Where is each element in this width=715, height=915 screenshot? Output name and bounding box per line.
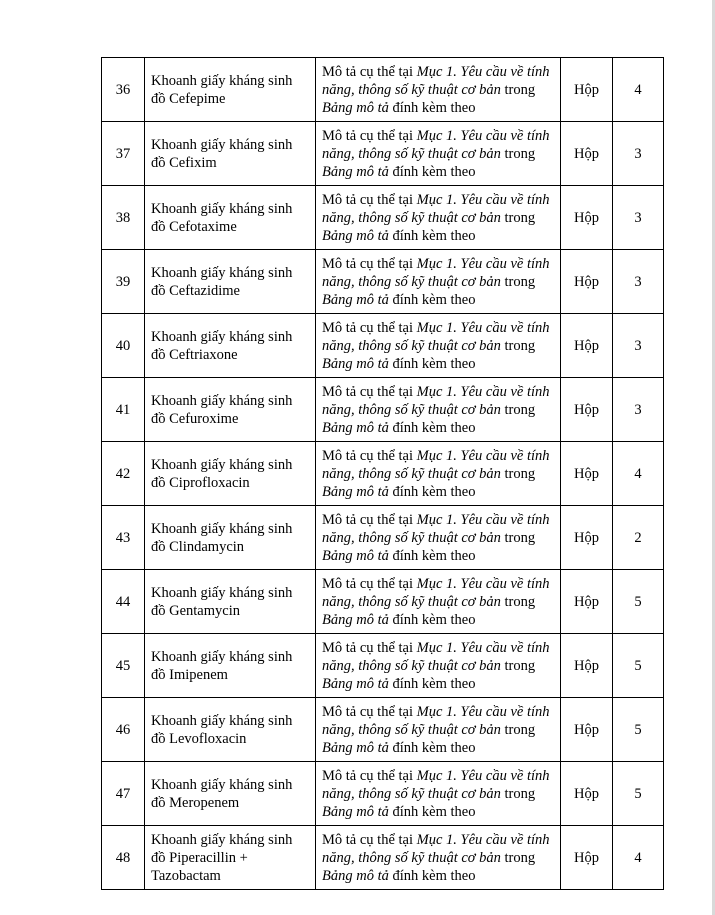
item-name-line: Khoanh giấy kháng sinh (151, 712, 293, 729)
description-prefix: Mô tả cụ thể tại (322, 703, 417, 720)
description-suffix: đính kèm theo (388, 739, 476, 756)
item-description (316, 506, 561, 570)
item-description (316, 570, 561, 634)
item-unit: Hộp (561, 826, 613, 890)
item-description (316, 634, 561, 698)
description-suffix: đính kèm theo (388, 547, 476, 564)
item-quantity: 5 (613, 698, 664, 762)
item-name-line: đồ Imipenem (151, 666, 228, 683)
description-middle: trong (500, 721, 536, 738)
item-quantity: 4 (613, 58, 664, 122)
description-middle: trong (500, 273, 536, 290)
description-suffix: đính kèm theo (388, 675, 476, 692)
description-middle: trong (500, 657, 536, 674)
table-row (102, 186, 664, 250)
item-name-line: đồ Piperacillin + (151, 849, 248, 866)
description-prefix: Mô tả cụ thể tại (322, 767, 417, 784)
table-body (102, 58, 664, 890)
table-row (102, 378, 664, 442)
table-row (102, 570, 664, 634)
item-unit: Hộp (561, 698, 613, 762)
item-description (316, 826, 561, 890)
description-table-ref: Bảng mô tả (322, 227, 389, 244)
item-unit: Hộp (561, 122, 613, 186)
item-name-line: đồ Ceftriaxone (151, 346, 238, 363)
item-name-line: Khoanh giấy kháng sinh (151, 831, 293, 848)
item-name-line: Khoanh giấy kháng sinh (151, 520, 293, 537)
description-middle: trong (500, 145, 536, 162)
item-description (316, 762, 561, 826)
description-section: Mục 1. Yêu cầu về tính năng, thông số kỹ thuật cơ bản (322, 63, 550, 98)
item-quantity: 3 (613, 186, 664, 250)
item-unit: Hộp (561, 58, 613, 122)
item-quantity: 3 (613, 378, 664, 442)
item-name (145, 442, 316, 506)
table-row (102, 634, 664, 698)
row-number: 36 (102, 58, 145, 122)
item-name-line: Khoanh giấy kháng sinh (151, 136, 293, 153)
item-name (145, 122, 316, 186)
description-section: Mục 1. Yêu cầu về tính năng, thông số kỹ thuật cơ bản (322, 319, 550, 354)
item-name (145, 58, 316, 122)
description-middle: trong (500, 785, 536, 802)
item-name (145, 570, 316, 634)
item-quantity: 5 (613, 634, 664, 698)
description-section: Mục 1. Yêu cầu về tính năng, thông số kỹ thuật cơ bản (322, 767, 550, 802)
description-section: Mục 1. Yêu cầu về tính năng, thông số kỹ thuật cơ bản (322, 191, 550, 226)
item-name (145, 250, 316, 314)
description-prefix: Mô tả cụ thể tại (322, 127, 417, 144)
description-middle: trong (500, 593, 536, 610)
item-name-line: Tazobactam (151, 867, 221, 884)
table-row (102, 762, 664, 826)
description-table-ref: Bảng mô tả (322, 483, 389, 500)
description-suffix: đính kèm theo (388, 291, 476, 308)
row-number: 38 (102, 186, 145, 250)
description-prefix: Mô tả cụ thể tại (322, 319, 417, 336)
description-suffix: đính kèm theo (388, 419, 476, 436)
description-middle: trong (500, 209, 536, 226)
description-section: Mục 1. Yêu cầu về tính năng, thông số kỹ thuật cơ bản (322, 255, 550, 290)
row-number: 48 (102, 826, 145, 890)
item-description (316, 58, 561, 122)
description-table-ref: Bảng mô tả (322, 99, 389, 116)
item-quantity: 4 (613, 442, 664, 506)
description-table-ref: Bảng mô tả (322, 291, 389, 308)
item-name (145, 826, 316, 890)
item-name-line: đồ Levofloxacin (151, 730, 247, 747)
description-suffix: đính kèm theo (388, 867, 476, 884)
row-number: 37 (102, 122, 145, 186)
item-name-line: Khoanh giấy kháng sinh (151, 392, 293, 409)
description-prefix: Mô tả cụ thể tại (322, 255, 417, 272)
description-section: Mục 1. Yêu cầu về tính năng, thông số kỹ thuật cơ bản (322, 703, 550, 738)
table-row (102, 698, 664, 762)
description-table-ref: Bảng mô tả (322, 739, 389, 756)
description-suffix: đính kèm theo (388, 355, 476, 372)
item-name-line: đồ Gentamycin (151, 602, 240, 619)
row-number: 39 (102, 250, 145, 314)
item-unit: Hộp (561, 634, 613, 698)
item-unit: Hộp (561, 378, 613, 442)
description-suffix: đính kèm theo (388, 483, 476, 500)
item-quantity: 4 (613, 826, 664, 890)
description-table-ref: Bảng mô tả (322, 355, 389, 372)
description-section: Mục 1. Yêu cầu về tính năng, thông số kỹ thuật cơ bản (322, 511, 550, 546)
description-prefix: Mô tả cụ thể tại (322, 575, 417, 592)
item-description (316, 378, 561, 442)
item-quantity: 3 (613, 122, 664, 186)
item-name-line: đồ Cefepime (151, 90, 226, 107)
description-prefix: Mô tả cụ thể tại (322, 383, 417, 400)
description-middle: trong (500, 401, 536, 418)
description-section: Mục 1. Yêu cầu về tính năng, thông số kỹ thuật cơ bản (322, 127, 550, 162)
item-quantity: 5 (613, 570, 664, 634)
item-description (316, 250, 561, 314)
item-unit: Hộp (561, 186, 613, 250)
item-unit: Hộp (561, 442, 613, 506)
table-row (102, 250, 664, 314)
table-row (102, 506, 664, 570)
description-suffix: đính kèm theo (388, 803, 476, 820)
table-row (102, 122, 664, 186)
description-suffix: đính kèm theo (388, 163, 476, 180)
row-number: 44 (102, 570, 145, 634)
description-middle: trong (500, 465, 536, 482)
item-name-line: đồ Cefuroxime (151, 410, 239, 427)
item-quantity: 3 (613, 250, 664, 314)
item-name (145, 762, 316, 826)
description-prefix: Mô tả cụ thể tại (322, 511, 417, 528)
item-name-line: Khoanh giấy kháng sinh (151, 776, 293, 793)
description-suffix: đính kèm theo (388, 99, 476, 116)
description-suffix: đính kèm theo (388, 611, 476, 628)
item-unit: Hộp (561, 762, 613, 826)
description-section: Mục 1. Yêu cầu về tính năng, thông số kỹ thuật cơ bản (322, 831, 550, 866)
row-number: 47 (102, 762, 145, 826)
description-section: Mục 1. Yêu cầu về tính năng, thông số kỹ thuật cơ bản (322, 383, 550, 418)
description-section: Mục 1. Yêu cầu về tính năng, thông số kỹ thuật cơ bản (322, 447, 550, 482)
item-name (145, 506, 316, 570)
item-description (316, 442, 561, 506)
item-name-line: Khoanh giấy kháng sinh (151, 328, 293, 345)
item-name-line: Khoanh giấy kháng sinh (151, 72, 293, 89)
description-middle: trong (500, 849, 536, 866)
item-name-line: đồ Meropenem (151, 794, 240, 811)
description-section: Mục 1. Yêu cầu về tính năng, thông số kỹ thuật cơ bản (322, 575, 550, 610)
item-quantity: 5 (613, 762, 664, 826)
item-description (316, 186, 561, 250)
table-row (102, 314, 664, 378)
description-prefix: Mô tả cụ thể tại (322, 191, 417, 208)
description-section: Mục 1. Yêu cầu về tính năng, thông số kỹ thuật cơ bản (322, 639, 550, 674)
description-prefix: Mô tả cụ thể tại (322, 831, 417, 848)
item-name-line: đồ Ceftazidime (151, 282, 240, 299)
description-table-ref: Bảng mô tả (322, 547, 389, 564)
description-table-ref: Bảng mô tả (322, 163, 389, 180)
item-description (316, 698, 561, 762)
item-quantity: 2 (613, 506, 664, 570)
description-prefix: Mô tả cụ thể tại (322, 639, 417, 656)
description-table-ref: Bảng mô tả (322, 867, 389, 884)
description-middle: trong (500, 81, 536, 98)
item-unit: Hộp (561, 506, 613, 570)
row-number: 45 (102, 634, 145, 698)
item-quantity: 3 (613, 314, 664, 378)
item-name-line: Khoanh giấy kháng sinh (151, 584, 293, 601)
item-description (316, 122, 561, 186)
row-number: 46 (102, 698, 145, 762)
item-unit: Hộp (561, 314, 613, 378)
item-name (145, 698, 316, 762)
description-suffix: đính kèm theo (388, 227, 476, 244)
table-row (102, 58, 664, 122)
table-row (102, 826, 664, 890)
item-name (145, 314, 316, 378)
description-middle: trong (500, 337, 536, 354)
item-name-line: Khoanh giấy kháng sinh (151, 200, 293, 217)
row-number: 41 (102, 378, 145, 442)
description-table-ref: Bảng mô tả (322, 675, 389, 692)
item-description (316, 314, 561, 378)
item-name-line: Khoanh giấy kháng sinh (151, 648, 293, 665)
row-number: 40 (102, 314, 145, 378)
item-name-line: Khoanh giấy kháng sinh (151, 456, 293, 473)
description-table-ref: Bảng mô tả (322, 419, 389, 436)
item-unit: Hộp (561, 570, 613, 634)
equipment-table (101, 57, 664, 890)
item-name-line: Khoanh giấy kháng sinh (151, 264, 293, 281)
description-prefix: Mô tả cụ thể tại (322, 63, 417, 80)
item-name-line: đồ Ciprofloxacin (151, 474, 250, 491)
item-name-line: đồ Cefotaxime (151, 218, 237, 235)
item-unit: Hộp (561, 250, 613, 314)
item-name-line: đồ Cefixim (151, 154, 217, 171)
item-name (145, 186, 316, 250)
description-middle: trong (500, 529, 536, 546)
row-number: 43 (102, 506, 145, 570)
description-table-ref: Bảng mô tả (322, 611, 389, 628)
item-name-line: đồ Clindamycin (151, 538, 245, 555)
description-prefix: Mô tả cụ thể tại (322, 447, 417, 464)
table-row (102, 442, 664, 506)
item-name (145, 634, 316, 698)
description-table-ref: Bảng mô tả (322, 803, 389, 820)
item-name (145, 378, 316, 442)
row-number: 42 (102, 442, 145, 506)
